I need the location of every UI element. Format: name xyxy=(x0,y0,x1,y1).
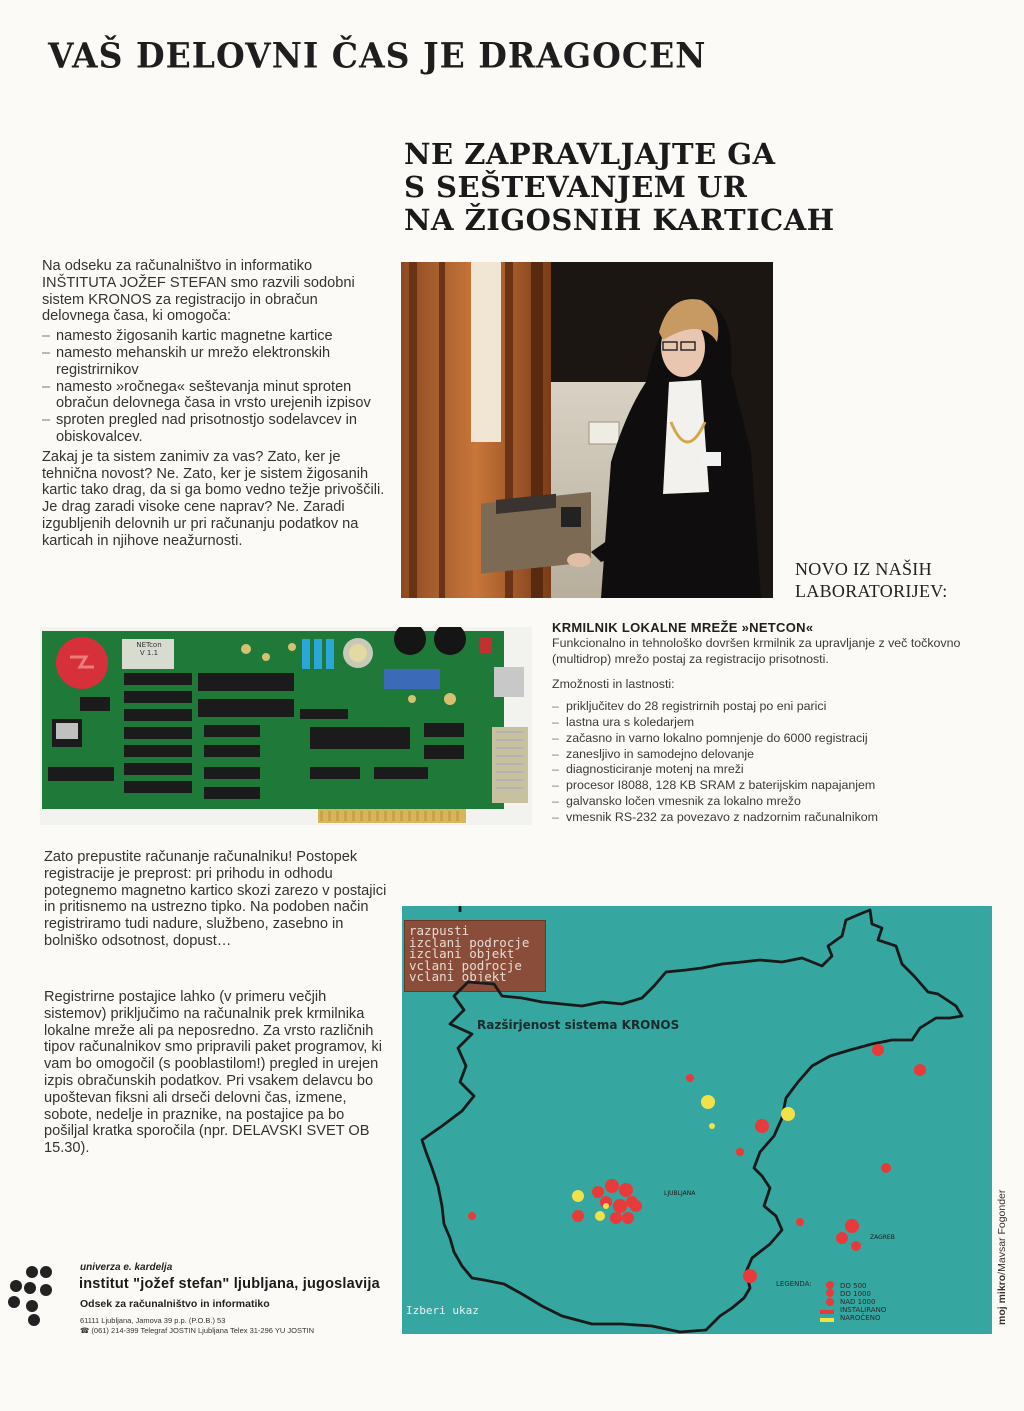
list-item: – namesto »ročnega« seštevanja minut sproten obračun delovnega časa in vrsto urejenih izpisov xyxy=(42,379,387,413)
logo-dot xyxy=(8,1296,20,1308)
intro-list xyxy=(42,328,387,446)
list-item: – vmesnik RS-232 za povezavo z nadzornim računalnikom xyxy=(552,810,992,826)
marker xyxy=(686,1074,694,1082)
kronos-map-screen xyxy=(402,906,992,1334)
magazine-name: moj mikro xyxy=(996,1274,1008,1325)
section2-column xyxy=(44,849,389,950)
screen-title: Razširjenost sistema KRONOS xyxy=(477,1018,680,1032)
intro-paragraph: Na odseku za računalništvo in informatiko INŠTITUTA JOŽEF STEFAN smo razvili sodobni sistem KRONOS za registracijo in obračun delovnega časa, ki omogoča: xyxy=(42,258,355,325)
legend-item: NAD 1000 xyxy=(840,1298,876,1306)
logo-dot xyxy=(40,1266,52,1278)
marker xyxy=(796,1218,804,1226)
section2-paragraph: Zato prepustite računanje računalniku! Postopek registracije je preprost: pri prihodu in odhodu potegnemo magnetno kartico skozi zarezo v postajici in pritisnemo na ustrezno tipko. Na podoben način registriramo tudi nadure, službeno, zasebno in bolniško odsotnost, dopust… xyxy=(44,849,387,949)
list-item: – procesor I8088, 128 KB SRAM z baterijskim napajanjem xyxy=(552,778,992,794)
marker xyxy=(468,1212,476,1220)
board-label xyxy=(124,641,174,657)
list-item: – začasno in varno lokalno pomnjenje do 6000 registracij xyxy=(552,731,992,747)
logo-dot xyxy=(40,1284,52,1296)
marker xyxy=(881,1163,891,1173)
list-item: – lastna ura s koledarjem xyxy=(552,715,992,731)
marker xyxy=(610,1212,622,1224)
subheadline-line: NE ZAPRAVLJAJTE GA xyxy=(404,137,776,171)
legend-item: DO 1000 xyxy=(840,1290,871,1298)
marker xyxy=(613,1199,627,1213)
netcon-board-photo xyxy=(40,627,532,825)
marker xyxy=(755,1119,769,1133)
marker xyxy=(572,1210,584,1222)
legend-swatches xyxy=(820,1281,834,1322)
marker xyxy=(743,1269,757,1283)
institute-footer xyxy=(0,1258,400,1348)
netcon-title: KRMILNIK LOKALNE MREŽE »NETCON« xyxy=(552,620,814,635)
menu-item: vclani podrocje xyxy=(409,957,522,973)
features-heading: Zmožnosti in lastnosti: xyxy=(552,677,675,692)
netcon-description xyxy=(552,620,992,829)
list-item: – priključitev do 28 registrirnih postaj po eni parici xyxy=(552,699,992,715)
marker xyxy=(845,1219,859,1233)
logo-dot xyxy=(26,1266,38,1278)
news-title-line: LABORATORIJEV: xyxy=(795,581,948,601)
legend-item: INSTALIRANO xyxy=(840,1306,887,1314)
city-label: LJUBLJANA xyxy=(664,1190,696,1197)
photo-credit: /Mavsar Fogonder xyxy=(996,1189,1008,1275)
menu-item: razpusti xyxy=(409,923,470,938)
logo-dot xyxy=(10,1280,22,1292)
marker xyxy=(872,1044,884,1056)
map-legend xyxy=(776,1280,812,1288)
installed-markers xyxy=(468,1044,926,1283)
marker xyxy=(836,1232,848,1244)
list-item: – zanesljivo in samodejno delovanje xyxy=(552,747,992,763)
intro-column xyxy=(42,258,387,550)
subheadline-line: S SEŠTEVANJEM UR xyxy=(404,170,748,204)
legend-item: DO 500 xyxy=(840,1282,867,1290)
marker xyxy=(736,1148,744,1156)
menu-item: vclani objekt xyxy=(409,969,507,984)
legend-items xyxy=(840,1282,886,1322)
institute-address xyxy=(80,1316,314,1336)
list-item: – galvansko ločen vmesnik za lokalno mrežo xyxy=(552,794,992,810)
marker xyxy=(605,1179,619,1193)
logo-dot xyxy=(24,1282,36,1294)
address-line: 61111 Ljubljana, Jamova 39 p.p. (P.O.B.) 53 xyxy=(80,1316,226,1325)
marker xyxy=(709,1123,715,1129)
list-item: – namesto mehanskih ur mrežo elektronskih registrirnikov xyxy=(42,345,387,379)
marker xyxy=(781,1107,795,1121)
marker xyxy=(914,1064,926,1076)
legend-heading: LEGENDA: xyxy=(776,1280,812,1288)
netcon-text: Funkcionalno in tehnološko dovršen krmilnik za upravljanje z več točkovno (multidrop) mrežo postaj za registracijo prisotnosti. xyxy=(552,635,961,666)
menu-item: izclani podrocje xyxy=(409,934,530,950)
logo-dot xyxy=(28,1314,40,1326)
marker xyxy=(592,1186,604,1198)
marker xyxy=(595,1211,605,1221)
news-title xyxy=(795,558,948,602)
features-list xyxy=(552,699,992,825)
photo-illustration xyxy=(401,262,773,598)
subheadline xyxy=(404,138,835,237)
subheadline-line: NA ŽIGOSNIH KARTICAH xyxy=(404,203,835,237)
marker xyxy=(851,1241,861,1251)
marker xyxy=(701,1095,715,1109)
marker xyxy=(630,1200,642,1212)
marker xyxy=(619,1183,633,1197)
country-border xyxy=(422,906,962,1332)
logo-dot xyxy=(26,1300,38,1312)
intro-paragraph-2: Zakaj je ta sistem zanimiv za vas? Zato, ker je tehnična novost? Ne. Zato, ker je sistem žigosanih kartic tako drag, da si ga bomo vedno težje privoščili. Je drag zaradi visoke cene naprav? Ne. Zaradi izgubljenih delovnih ur pri računanju podatkov na karticah in njihove neažurnosti. xyxy=(42,448,385,549)
institute-name: institut "jožef stefan" ljubljana, jugoslavija xyxy=(79,1276,380,1292)
list-item: – sproten pregled nad prisotnostjo sodelavcev in obiskovalcev. xyxy=(42,412,387,446)
city-label: ZAGREB xyxy=(870,1234,895,1241)
contact-line: ☎ (061) 214-399 Telegraf JOSTIN Ljubljana Telex 31-296 YU JOSTIN xyxy=(80,1326,315,1335)
legend-item: NAROČENO xyxy=(840,1314,881,1322)
board-label-line: NETcon xyxy=(136,641,162,649)
menu-item: izclani objekt xyxy=(409,946,515,961)
section2-paragraph-2: Registrirne postajice lahko (v primeru večjih sistemov) priključimo na računalnik prek krmilnika lokalne mreže ali pa neposredno. Za vrsto različnih tipov računalnikov smo pripravili paket programov, ki vam bo omogočil (s pooblastilom!) pregled in urejen izpis obračunskih podatkov. Pri vsakem delavcu bo upoštevan fiksni ali drseči delovni čas, izmene, sobote, nedelje in praznike, na postajice pa bo pošiljal kratka sporočila (npr. DELAVSKI SVET OB 15.30). xyxy=(44,989,382,1157)
news-title-line: NOVO IZ NAŠIH xyxy=(795,559,932,579)
board-label-line: V 1.1 xyxy=(139,649,159,657)
section2-column-b xyxy=(44,989,389,1157)
university-name: univerza e. kardelja xyxy=(80,1262,173,1273)
list-item: – namesto žigosanih kartic magnetne kartice xyxy=(42,328,387,345)
marker xyxy=(603,1203,609,1209)
page-headline: VAŠ DELOVNI ČAS JE DRAGOCEN xyxy=(48,35,707,76)
board-illustration xyxy=(40,627,532,825)
slovenia-map xyxy=(402,906,992,1334)
list-item: – diagnosticiranje motenj na mreži xyxy=(552,762,992,778)
department-name: Odsek za računalništvo in informatiko xyxy=(80,1298,270,1310)
marker xyxy=(622,1212,634,1224)
marker xyxy=(572,1190,584,1202)
magazine-credit xyxy=(996,1190,1008,1325)
command-prompt: Izberi ukaz xyxy=(406,1304,479,1317)
terminal-photo xyxy=(401,262,773,598)
